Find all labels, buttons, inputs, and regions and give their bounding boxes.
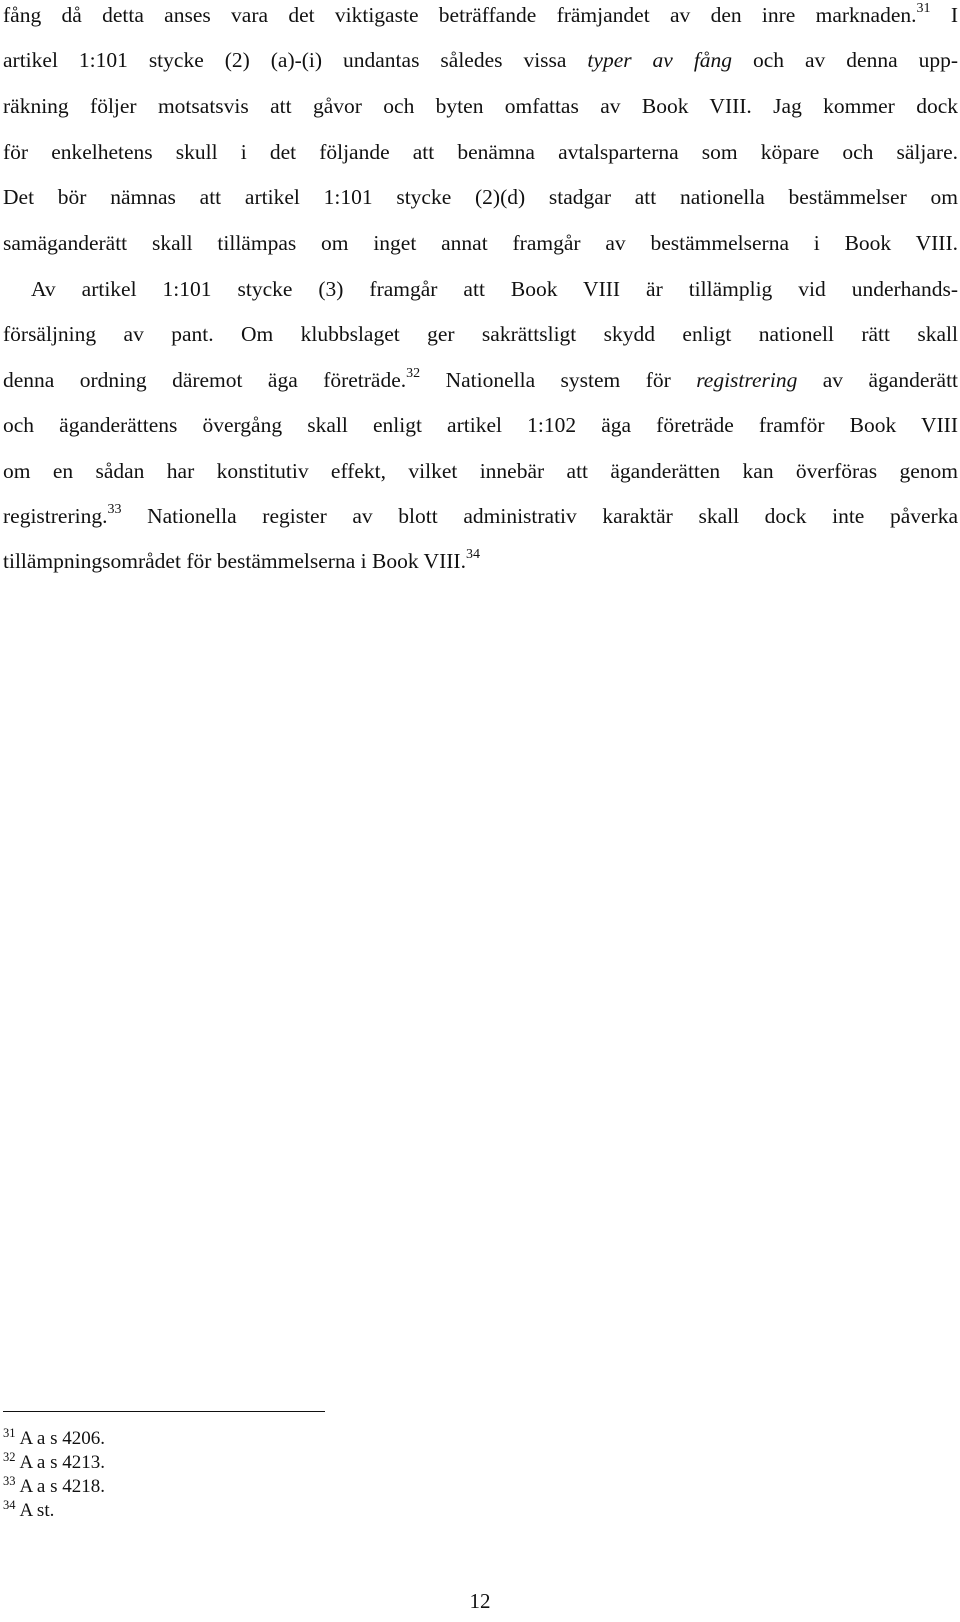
footnote-number: 31 (3, 1426, 16, 1440)
footnote-number: 34 (3, 1498, 16, 1512)
page-number: 12 (469, 1589, 491, 1613)
footnote-number: 32 (3, 1450, 16, 1464)
footnote-text: A a s 4218. (19, 1476, 105, 1497)
text-line-11: om en sådan har konstitutiv effekt, vilket innebär att äganderätten kan överföras genom (3, 459, 958, 483)
text-line-1: fång då detta anses vara det viktigaste beträffande främjandet av den inre marknaden.$^{31}$ I (3, 0, 958, 27)
footnote-ref-34: 34 (465, 546, 480, 562)
text-line-12: registrering.$^{33}$ Nationella register av blott administrativ karaktär skall dock inte påverka (3, 501, 958, 528)
footnote-33 (3, 1475, 105, 1500)
text-line-5: Det bör nämnas att artikel 1:101 stycke (2)(d) stadgar att nationella bestämmelser om (3, 185, 958, 209)
text-line-3: räkning följer motsatsvis att gåvor och byten omfattas av Book VIII. Jag kommer dock (3, 94, 958, 118)
footnote-text: A a s 4213. (19, 1452, 105, 1473)
text-line-10: och äganderättens övergång skall enligt artikel 1:102 äga företräde framför Book VIII (3, 413, 958, 437)
text-line-13: tillämpningsområdet för bestämmelserna i Book VIII.$^{34}$ (3, 546, 480, 573)
footnote-34 (3, 1499, 54, 1524)
text-line-4: för enkelhetens skull i det följande att benämna avtalsparterna som köpare och säljare. (3, 140, 958, 164)
footnote-ref-33: 33 (107, 501, 122, 517)
footnote-text: A st. (19, 1500, 55, 1521)
footnote-ref-32: 32 (406, 365, 421, 381)
italic-term: registrering (696, 368, 798, 392)
footnote-number: 33 (3, 1474, 16, 1488)
text-line-2: artikel 1:101 stycke (2) (a)-(i) undantas således vissa typer av fång och av denna upp- (3, 48, 958, 72)
text-line-7: Av artikel 1:101 stycke (3) framgår att Book VIII är tillämplig vid underhands- (31, 277, 958, 301)
footnote-text: A a s 4206. (19, 1428, 105, 1449)
footnote-31 (3, 1427, 105, 1452)
text-line-6: samäganderätt skall tillämpas om inget annat framgår av bestämmelserna i Book VIII. (3, 231, 958, 255)
text-line-9: denna ordning däremot äga företräde.$^{32}$ Nationella system för registrering av äganderätt (3, 365, 959, 392)
italic-term: typer av fång (587, 48, 733, 72)
footnote-ref-31: 31 (916, 0, 931, 16)
footnote-divider (3, 1411, 325, 1412)
footnote-32 (3, 1451, 105, 1476)
text-line-8: försäljning av pant. Om klubbslaget ger sakrättsligt skydd enligt nationell rätt skall (3, 322, 958, 346)
